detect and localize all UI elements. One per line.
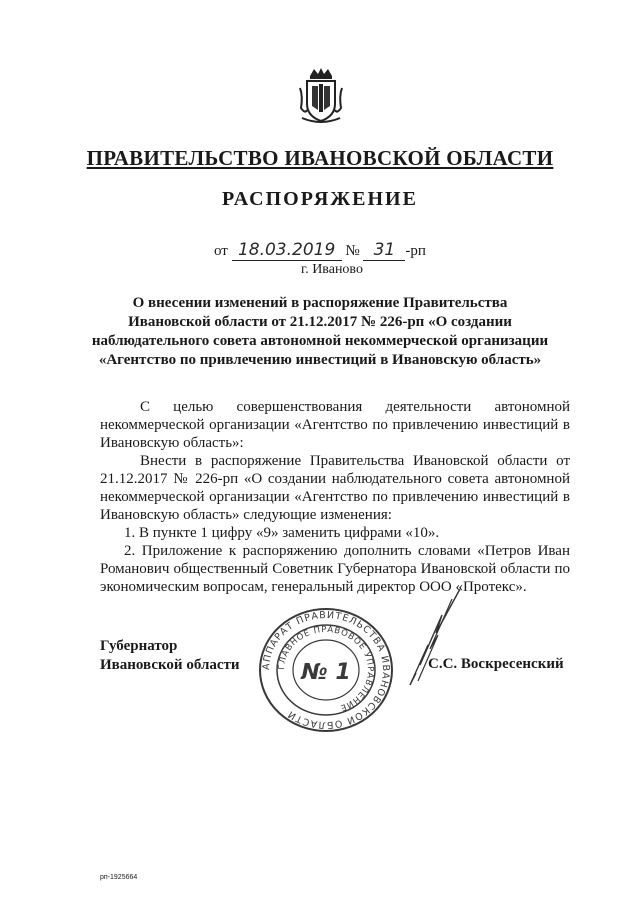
- number-value: 31: [363, 240, 405, 261]
- subject-line: Ивановской области от 21.12.2017 № 226-рп «О создании: [128, 314, 512, 330]
- subject-line: О внесении изменений в распоряжение Правительства: [132, 295, 508, 311]
- stamp-outer-text: АППАРАТ ПРАВИТЕЛЬСТВА ИВАНОВСКОЙ ОБЛАСТИ: [260, 609, 392, 731]
- government-title: ПРАВИТЕЛЬСТВО ИВАНОВСКОЙ ОБЛАСТИ: [86, 146, 554, 170]
- number-sign: №: [345, 243, 360, 259]
- date-prefix: от: [214, 243, 228, 259]
- signer-name: С.С. Воскресенский: [428, 656, 564, 672]
- stamp-inner-text: ГЛАВНОЕ ПРАВОВОЕ УПРАВЛЕНИЕ: [276, 624, 376, 713]
- stamp-center-text: № 1: [301, 660, 351, 685]
- subject-line: наблюдательного совета автономной некоммерческой организации: [91, 333, 549, 349]
- document-subject: [70, 294, 570, 370]
- coat-of-arms-icon: [298, 66, 344, 124]
- document-body: [100, 398, 570, 596]
- document-type: РАСПОРЯЖЕНИЕ: [222, 188, 418, 210]
- intro-paragraph: С целью совершенствования деятельности автономной некоммерческой организации «Агентство по привлечению инвестиций в Ивановскую область»:: [100, 399, 570, 451]
- document-code: рп-1925664: [100, 874, 138, 881]
- list-item: 2. Приложение к распоряжению дополнить словами «Петров Иван Романович общественный Советник Губернатора Ивановской области по экономическим вопросам, генеральный директор ООО «Протекс».: [100, 543, 570, 595]
- official-stamp: [256, 605, 396, 735]
- position-line: Губернатор: [100, 638, 178, 654]
- date-value: 18.03.2019: [232, 240, 342, 261]
- amend-paragraph: Внести в распоряжение Правительства Ивановской области от 21.12.2017 № 226-рп «О создании наблюдательного совета автономной некоммерческой организации «Агентство по привлечению инвестиций в Ивановскую область» следующие изменения:: [100, 453, 570, 523]
- list-item: 1. В пункте 1 цифру «9» заменить цифрами «10».: [124, 525, 440, 541]
- city: г. Иваново: [301, 262, 363, 277]
- number-suffix: -рп: [405, 243, 426, 259]
- subject-line: «Агентство по привлечению инвестиций в Ивановскую область»: [98, 352, 542, 368]
- signer-position: [100, 637, 240, 675]
- registration-line: [214, 240, 426, 261]
- position-line: Ивановской области: [100, 657, 240, 673]
- signature-icon: [390, 585, 470, 695]
